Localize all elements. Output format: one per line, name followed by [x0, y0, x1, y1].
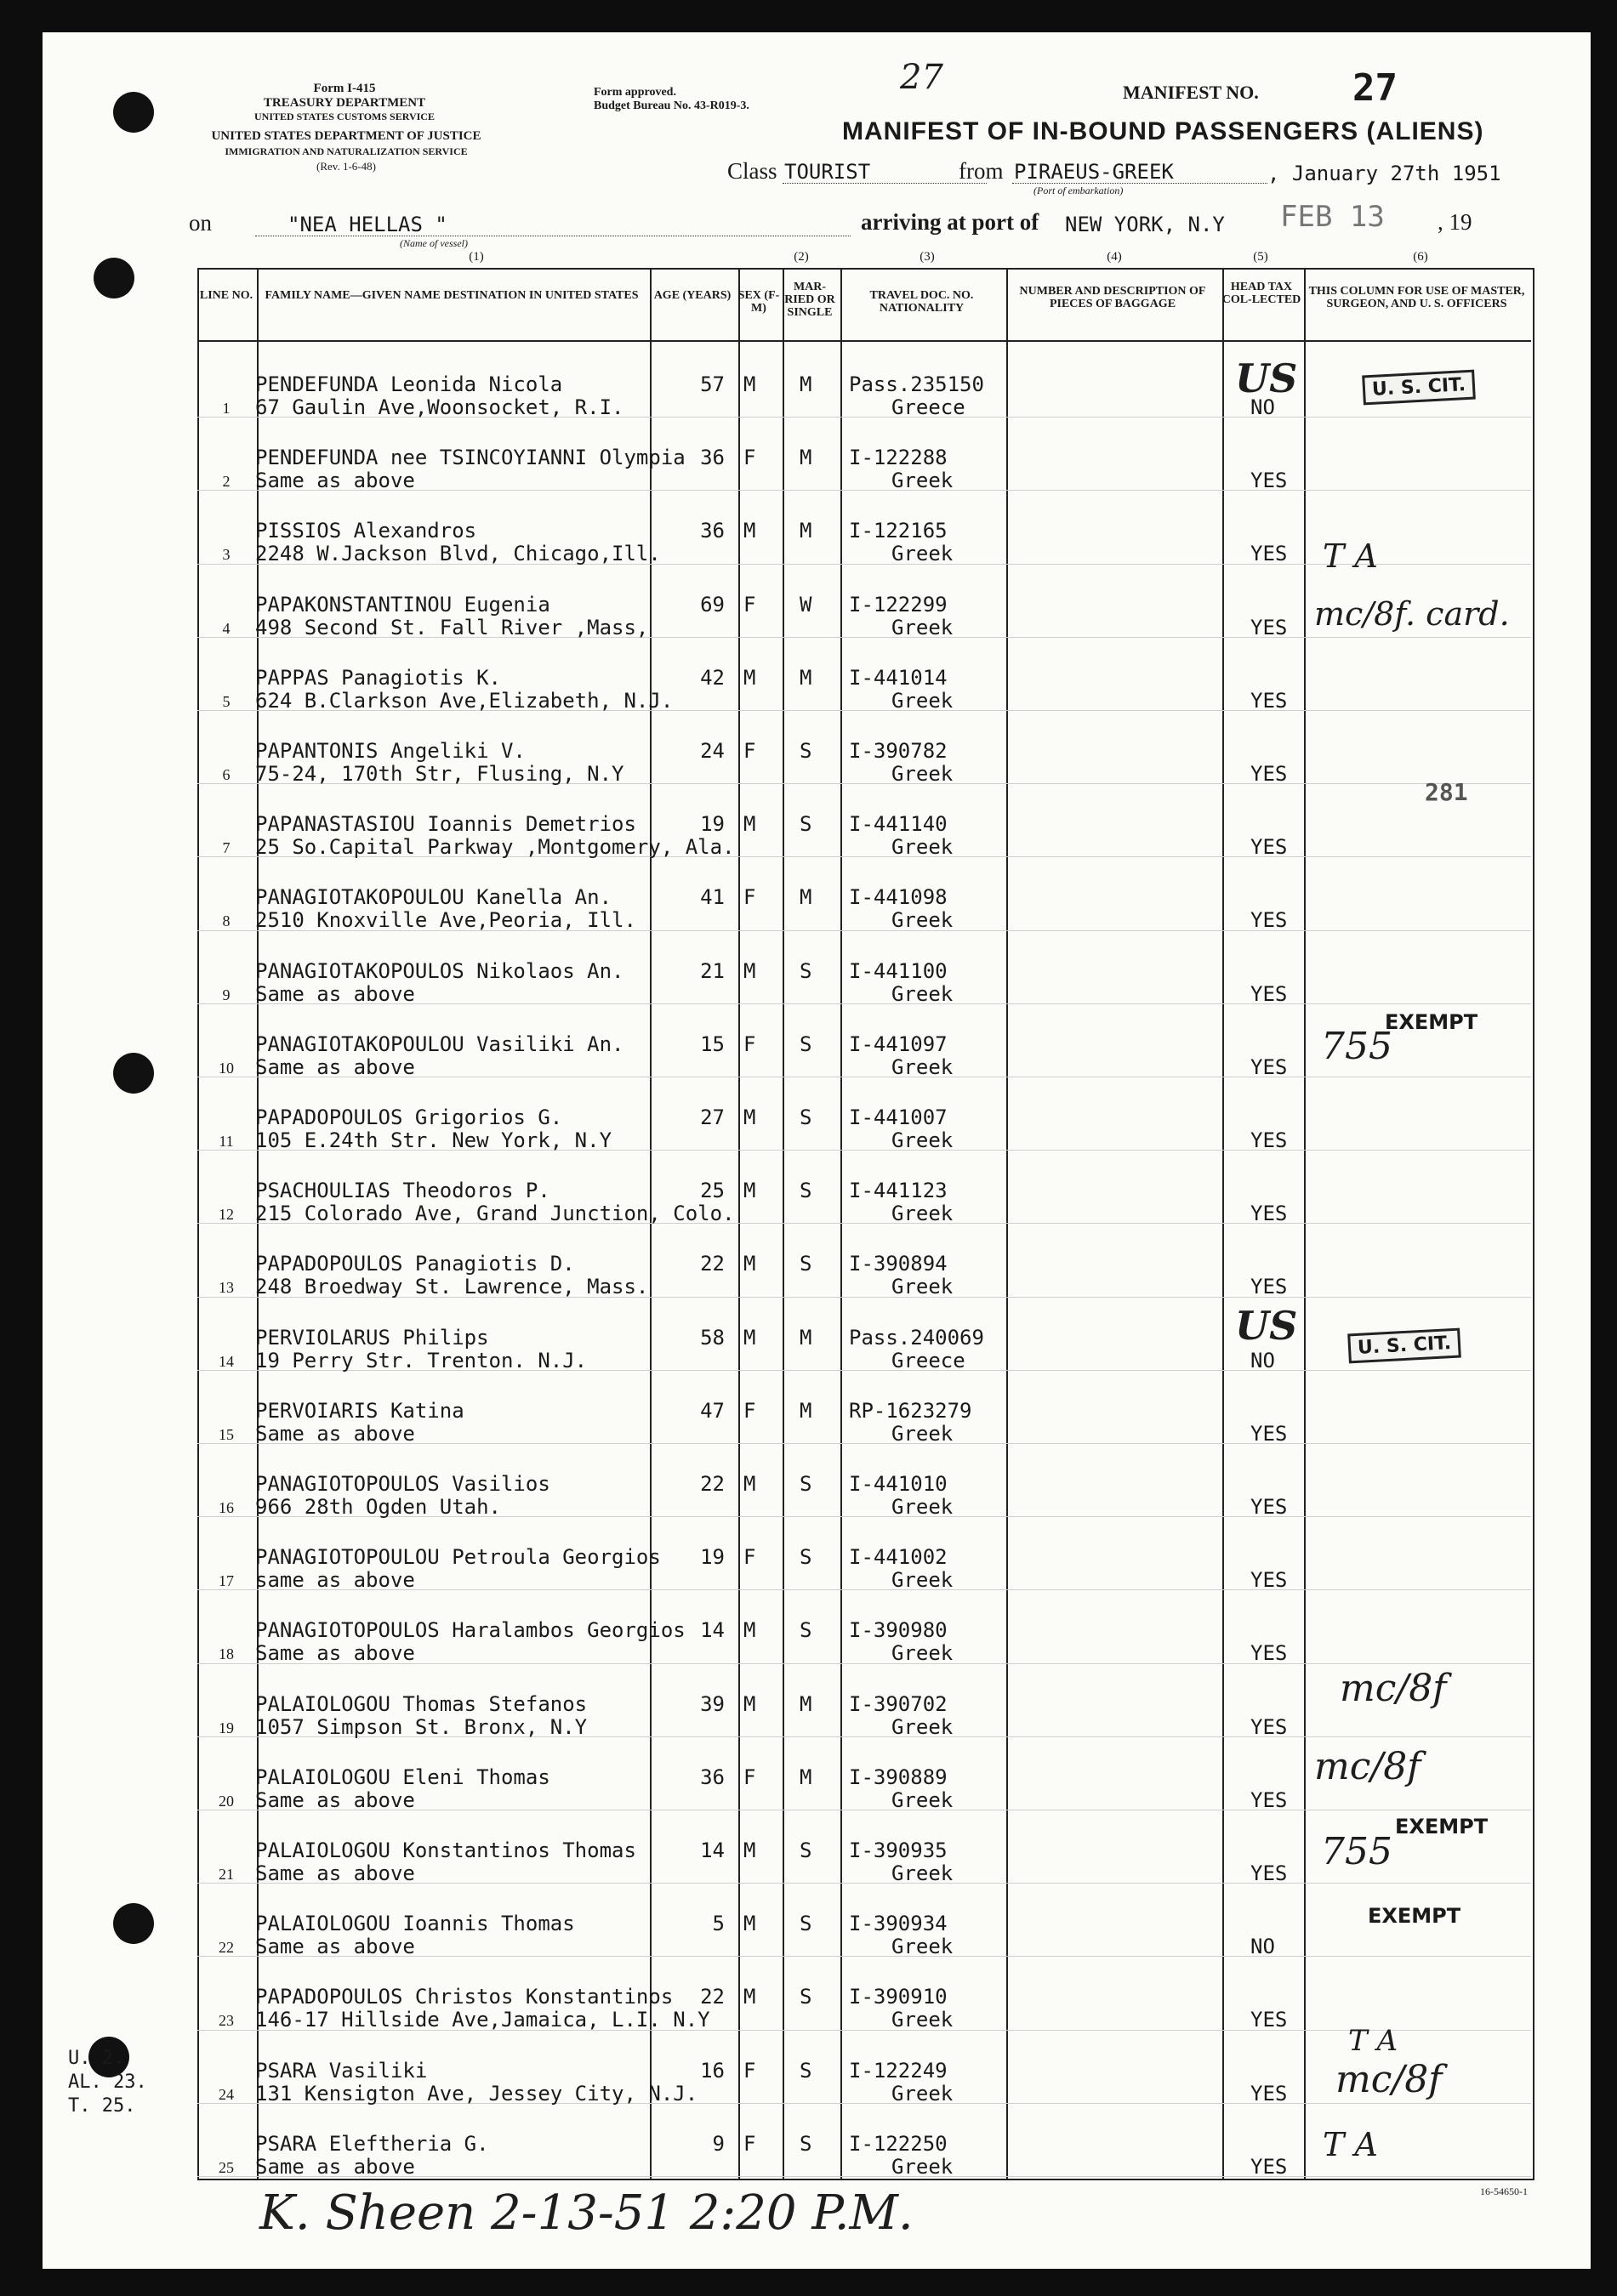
passenger-name: PAPPAS Panagiotis K.: [255, 665, 501, 690]
handwritten-ta: T A: [1348, 2024, 1398, 2058]
line-number: 12: [219, 1206, 234, 1224]
passenger-age: 19: [700, 812, 725, 837]
line-number: 13: [219, 1279, 234, 1297]
travel-doc-no: Pass.240069: [849, 1325, 984, 1350]
passenger-name: PAPANASTASIOU Ioannis Demetrios: [255, 812, 636, 837]
us-citizen-stamp: U. S. CIT.: [1347, 1328, 1461, 1364]
passenger-name: PSARA Eleftheria G.: [255, 2131, 489, 2156]
head-tax-collected: YES: [1250, 615, 1288, 639]
travel-doc-no: I-122165: [849, 519, 948, 543]
passenger-name: PANAGIOTOPOULOU Petroula Georgios: [255, 1545, 661, 1570]
col-num-5: (5): [1253, 250, 1268, 264]
passenger-destination: 966 28th Ogden Utah.: [255, 1495, 501, 1519]
nationality: Greek: [891, 2081, 954, 2106]
passenger-age: 41: [700, 885, 725, 910]
line-number: 21: [219, 1866, 234, 1883]
line-number: 18: [219, 1645, 234, 1663]
passenger-age: 22: [700, 1472, 725, 1496]
passenger-age: 39: [700, 1691, 725, 1716]
handwritten-27: 27: [900, 58, 943, 97]
nationality: Greek: [891, 1935, 954, 1959]
marital-status: M: [800, 1765, 812, 1789]
passenger-name: PALAIOLOGOU Thomas Stefanos: [255, 1691, 588, 1716]
head-tax-collected: YES: [1250, 688, 1288, 713]
col-head-tax: HEAD TAX COL-LECTED: [1221, 281, 1301, 306]
form-approved: Form approved.: [594, 86, 676, 99]
nationality: Greek: [891, 835, 954, 860]
embark-date: , January 27th 1951: [1267, 162, 1501, 185]
passenger-sex: F: [743, 2058, 756, 2083]
col-age: AGE (YEARS): [653, 289, 732, 302]
line-number: 2: [222, 473, 231, 491]
punch-hole-4: [113, 1903, 154, 1944]
marital-status: M: [800, 665, 812, 690]
line-number: 16: [219, 1499, 234, 1516]
marital-status: M: [800, 1691, 812, 1716]
passenger-sex: M: [743, 519, 756, 543]
passenger-age: 69: [700, 592, 725, 617]
travel-doc-no: I-390980: [849, 1618, 948, 1643]
line-number: 23: [219, 2012, 234, 2030]
travel-doc-no: I-390702: [849, 1691, 948, 1716]
passenger-sex: M: [743, 1985, 756, 2009]
marital-status: S: [800, 1912, 812, 1936]
passenger-name: PALAIOLOGOU Ioannis Thomas: [255, 1912, 575, 1936]
marital-status: M: [800, 1398, 812, 1423]
nationality: Greek: [891, 1641, 954, 1666]
nationality: Greek: [891, 469, 954, 493]
passenger-sex: M: [743, 1105, 756, 1129]
head-tax-collected: YES: [1250, 1495, 1288, 1519]
manifest-title: MANIFEST OF IN-BOUND PASSENGERS (ALIENS): [842, 117, 1484, 145]
passenger-name: PSARA Vasiliki: [255, 2058, 428, 2083]
travel-doc-no: I-441123: [849, 1179, 948, 1203]
passenger-sex: M: [743, 1179, 756, 1203]
passenger-destination: 25 So.Capital Parkway ,Montgomery, Ala.: [255, 835, 735, 860]
passenger-age: 36: [700, 519, 725, 543]
travel-doc-no: I-441007: [849, 1105, 948, 1129]
marital-status: M: [800, 372, 812, 396]
line-number: 4: [222, 619, 231, 637]
passenger-age: 14: [700, 1839, 725, 1862]
nationality: Greek: [891, 1202, 954, 1226]
punch-hole-3: [113, 1053, 154, 1094]
passenger-sex: M: [743, 1912, 756, 1936]
head-tax-collected: YES: [1250, 1128, 1288, 1152]
passenger-sex: M: [743, 1618, 756, 1643]
marital-status: S: [800, 1031, 812, 1056]
passenger-name: PANAGIOTAKOPOULOS Nikolaos An.: [255, 958, 624, 983]
col-officers: THIS COLUMN FOR USE OF MASTER, SURGEON, AND U. S. OFFICERS: [1308, 285, 1525, 310]
marital-status: M: [800, 1325, 812, 1350]
line-number: 24: [219, 2085, 234, 2103]
nationality: Greek: [891, 1128, 954, 1152]
marital-status: S: [800, 812, 812, 837]
dept-immigration: IMMIGRATION AND NATURALIZATION SERVICE: [225, 145, 468, 157]
head-tax-collected: YES: [1250, 835, 1288, 860]
passenger-age: 5: [712, 1912, 725, 1936]
passenger-destination: 146-17 Hillside Ave,Jamaica, L.I. N.Y: [255, 2008, 710, 2032]
marital-status: S: [800, 739, 812, 763]
travel-doc-no: I-390934: [849, 1912, 948, 1936]
nationality: Greek: [891, 542, 954, 566]
line-number: 1: [222, 400, 231, 417]
travel-doc-no: I-390894: [849, 1252, 948, 1276]
passenger-name: PAPANTONIS Angeliki V.: [255, 739, 526, 763]
head-tax-collected: YES: [1250, 1861, 1288, 1885]
head-tax-collected: YES: [1250, 762, 1288, 786]
passenger-destination: Same as above: [255, 1054, 415, 1079]
stamp-281: 281: [1425, 778, 1468, 806]
passenger-name: PERVOIARIS Katina: [255, 1398, 464, 1423]
passenger-sex: M: [743, 1691, 756, 1716]
us-citizen-stamp: U. S. CIT.: [1362, 370, 1476, 406]
col-num-4: (4): [1107, 250, 1122, 264]
marital-status: M: [800, 885, 812, 910]
passenger-name: PALAIOLOGOU Konstantinos Thomas: [255, 1839, 636, 1862]
col-num-6: (6): [1413, 250, 1428, 264]
marital-status: S: [800, 1545, 812, 1570]
line-number: 10: [219, 1059, 234, 1077]
line-number: 20: [219, 1792, 234, 1810]
marital-status: M: [800, 519, 812, 543]
line-number: 7: [222, 839, 231, 857]
nationality: Greek: [891, 1054, 954, 1079]
col-travel-doc: TRAVEL DOC. NO. NATIONALITY: [869, 289, 974, 315]
passenger-destination: Same as above: [255, 981, 415, 1006]
travel-doc-no: I-390935: [849, 1839, 948, 1862]
passenger-destination: Same as above: [255, 469, 415, 493]
travel-doc-no: I-122249: [849, 2058, 948, 2083]
travel-doc-no: I-390910: [849, 1985, 948, 2009]
travel-doc-no: I-441140: [849, 812, 948, 837]
passenger-name: PISSIOS Alexandros: [255, 519, 477, 543]
passenger-sex: M: [743, 372, 756, 396]
exempt-stamp: EXEMPT: [1385, 1010, 1478, 1034]
passenger-destination: 1057 Simpson St. Bronx, N.Y: [255, 1714, 588, 1739]
passenger-sex: M: [743, 812, 756, 837]
passenger-age: 36: [700, 446, 725, 470]
line-number: 6: [222, 766, 231, 783]
passenger-sex: M: [743, 1325, 756, 1350]
passenger-name: PAPAKONSTANTINOU Eugenia: [255, 592, 550, 617]
nationality: Greek: [891, 1714, 954, 1739]
head-tax-collected: YES: [1250, 2008, 1288, 2032]
arriving-label: arriving at port of: [861, 209, 1039, 235]
nationality: Greece: [891, 1348, 965, 1372]
passenger-sex: M: [743, 958, 756, 983]
marital-status: S: [800, 2131, 812, 2156]
passenger-name: PENDEFUNDA nee TSINCOYIANNI Olympia: [255, 446, 686, 470]
passenger-destination: 498 Second St. Fall River ,Mass,: [255, 615, 649, 639]
line-number: 22: [219, 1939, 234, 1957]
travel-doc-no: I-441100: [849, 958, 948, 983]
line-number: 17: [219, 1572, 234, 1590]
head-tax-collected: YES: [1250, 2081, 1288, 2106]
line-number: 25: [219, 2158, 234, 2176]
marital-status: S: [800, 1179, 812, 1203]
marital-status: M: [800, 446, 812, 470]
line-number: 3: [222, 546, 231, 564]
passenger-sex: M: [743, 665, 756, 690]
col-num-3: (3): [920, 250, 935, 264]
passenger-destination: Same as above: [255, 1421, 415, 1446]
marital-status: S: [800, 1472, 812, 1496]
form-revision: (Rev. 1-6-48): [316, 160, 376, 173]
col-name-destination: FAMILY NAME—GIVEN NAME DESTINATION IN UNITED STATES: [265, 289, 639, 302]
passenger-name: PANAGIOTAKOPOULOU Vasiliki An.: [255, 1031, 624, 1056]
marital-status: S: [800, 1105, 812, 1129]
handwritten-755: 755: [1321, 1025, 1392, 1068]
passenger-destination: Same as above: [255, 2154, 415, 2179]
passenger-sex: F: [743, 1031, 756, 1056]
nationality: Greek: [891, 688, 954, 713]
dept-justice: UNITED STATES DEPARTMENT OF JUSTICE: [211, 129, 481, 143]
arrival-port: NEW YORK, N.Y: [1065, 213, 1225, 236]
from-label: from: [959, 158, 1004, 184]
line-number: 8: [222, 912, 231, 930]
passenger-age: 16: [700, 2058, 725, 2083]
passenger-destination: 105 E.24th Str. New York, N.Y: [255, 1128, 612, 1152]
handwritten-card-note: mc/8f. card.: [1314, 595, 1510, 633]
passenger-sex: F: [743, 592, 756, 617]
passenger-age: 47: [700, 1398, 725, 1423]
passenger-destination: Same as above: [255, 1787, 415, 1812]
nationality: Greek: [891, 1421, 954, 1446]
from-value: PIRAEUS-GREEK: [1014, 160, 1174, 184]
inspector-signature: K. Sheen 2-13-51 2:20 P.M.: [259, 2185, 914, 2241]
passenger-age: 22: [700, 1985, 725, 2009]
handwritten-ta: T A: [1323, 537, 1378, 575]
passenger-name: PAPADOPOULOS Panagiotis D.: [255, 1252, 575, 1276]
punch-hole-2: [94, 258, 134, 298]
vessel-name: "NEA HELLAS ": [288, 213, 447, 236]
vessel-note: (Name of vessel): [400, 237, 468, 249]
margin-total-al: AL. 23.: [68, 2072, 147, 2093]
nationality: Greek: [891, 2154, 954, 2179]
head-tax-collected: YES: [1250, 542, 1288, 566]
form-number: Form I-415: [313, 82, 376, 95]
head-tax-collected: NO: [1250, 395, 1275, 419]
class-label: Class: [727, 158, 777, 184]
line-number: 9: [222, 986, 231, 1003]
passenger-name: PANAGIOTOPOULOS Haralambos Georgios: [255, 1618, 686, 1643]
passenger-age: 57: [700, 372, 725, 396]
passenger-age: 21: [700, 958, 725, 983]
nationality: Greek: [891, 1568, 954, 1593]
travel-doc-no: I-122299: [849, 592, 948, 617]
port-embarkation-note: (Port of embarkation): [1033, 185, 1124, 196]
passenger-destination: 19 Perry Str. Trenton. N.J.: [255, 1348, 588, 1372]
handwritten-us: US: [1235, 355, 1298, 401]
passenger-age: 15: [700, 1031, 725, 1056]
passenger-age: 58: [700, 1325, 725, 1350]
head-tax-collected: YES: [1250, 1202, 1288, 1226]
nationality: Greek: [891, 981, 954, 1006]
margin-total-t: T. 25.: [68, 2095, 136, 2117]
passenger-name: PERVIOLARUS Philips: [255, 1325, 489, 1350]
passenger-destination: 215 Colorado Ave, Grand Junction, Colo.: [255, 1202, 735, 1226]
nationality: Greek: [891, 1275, 954, 1299]
manifest-no-label: MANIFEST NO.: [1123, 82, 1259, 103]
passenger-destination: Same as above: [255, 1641, 415, 1666]
passenger-age: 24: [700, 739, 725, 763]
handwritten-mc: mc/8f: [1314, 1745, 1421, 1788]
line-number: 15: [219, 1425, 234, 1443]
handwritten-mc: mc/8f: [1335, 2058, 1443, 2101]
line-number: 14: [219, 1352, 234, 1370]
passenger-age: 19: [700, 1545, 725, 1570]
col-num-1: (1): [469, 250, 484, 264]
line-number: 19: [219, 1719, 234, 1736]
nationality: Greek: [891, 1787, 954, 1812]
travel-doc-no: I-441014: [849, 665, 948, 690]
passenger-name: PENDEFUNDA Leonida Nicola: [255, 372, 563, 396]
form-print-code: 16-54650-1: [1480, 2185, 1528, 2197]
handwritten-755: 755: [1321, 1830, 1392, 1873]
passenger-sex: F: [743, 739, 756, 763]
passenger-sex: F: [743, 1765, 756, 1789]
nationality: Greek: [891, 1495, 954, 1519]
head-tax-collected: YES: [1250, 1787, 1288, 1812]
handwritten-mc: mc/8f: [1340, 1667, 1447, 1710]
passenger-age: 14: [700, 1618, 725, 1643]
nationality: Greek: [891, 2008, 954, 2032]
travel-doc-no: I-441097: [849, 1031, 948, 1056]
head-tax-collected: YES: [1250, 1054, 1288, 1079]
nationality: Greece: [891, 395, 965, 419]
travel-doc-no: I-390889: [849, 1765, 948, 1789]
head-tax-collected: YES: [1250, 1275, 1288, 1299]
exempt-stamp: EXEMPT: [1368, 1904, 1461, 1928]
marital-status: S: [800, 958, 812, 983]
travel-doc-no: I-441010: [849, 1472, 948, 1496]
passenger-sex: F: [743, 1398, 756, 1423]
marital-status: S: [800, 1252, 812, 1276]
passenger-destination: 67 Gaulin Ave,Woonsocket, R.I.: [255, 395, 624, 419]
passenger-name: PANAGIOTOPOULOS Vasilios: [255, 1472, 550, 1496]
passenger-sex: F: [743, 446, 756, 470]
col-num-2: (2): [794, 250, 809, 264]
marital-status: W: [800, 592, 812, 617]
on-label: on: [189, 210, 212, 236]
handwritten-us: US: [1235, 1303, 1298, 1349]
passenger-destination: Same as above: [255, 1861, 415, 1885]
head-tax-collected: YES: [1250, 1568, 1288, 1593]
passenger-destination: 2248 W.Jackson Blvd, Chicago,Ill.: [255, 542, 661, 566]
head-tax-collected: YES: [1250, 2154, 1288, 2179]
col-line-no: LINE NO.: [199, 289, 253, 302]
margin-total-u: U. 2.: [68, 2048, 125, 2069]
travel-doc-no: Pass.235150: [849, 372, 984, 396]
passenger-name: PAPADOPOULOS Christos Konstantinos: [255, 1985, 674, 2009]
passenger-sex: M: [743, 1472, 756, 1496]
travel-doc-no: I-122250: [849, 2131, 948, 2156]
travel-doc-no: RP-1623279: [849, 1398, 972, 1423]
marital-status: S: [800, 2058, 812, 2083]
line-number: 5: [222, 692, 231, 710]
passenger-name: PSACHOULIAS Theodoros P.: [255, 1179, 550, 1203]
line-number: 11: [219, 1133, 234, 1150]
head-tax-collected: YES: [1250, 1641, 1288, 1666]
passenger-age: 9: [712, 2131, 725, 2156]
handwritten-ta: T A: [1323, 2126, 1378, 2163]
passenger-destination: 248 Broedway St. Lawrence, Mass.: [255, 1275, 649, 1299]
punch-hole-1: [113, 92, 154, 133]
travel-doc-no: I-441002: [849, 1545, 948, 1570]
passenger-age: 27: [700, 1105, 725, 1129]
passenger-age: 42: [700, 665, 725, 690]
travel-doc-no: I-390782: [849, 739, 948, 763]
dept-customs: UNITED STATES CUSTOMS SERVICE: [254, 111, 435, 122]
col-sex: SEX (F-M): [737, 289, 780, 315]
passenger-destination: Same as above: [255, 1935, 415, 1959]
marital-status: S: [800, 1618, 812, 1643]
arrival-date-stamp: FEB 13: [1280, 200, 1385, 234]
nationality: Greek: [891, 1861, 954, 1885]
passenger-name: PAPADOPOULOS Grigorios G.: [255, 1105, 563, 1129]
passenger-sex: M: [743, 1252, 756, 1276]
head-tax-collected: YES: [1250, 469, 1288, 493]
exempt-stamp: EXEMPT: [1395, 1815, 1489, 1839]
head-tax-collected: NO: [1250, 1935, 1275, 1959]
dept-treasury: TREASURY DEPARTMENT: [263, 96, 426, 110]
year-label: , 19: [1438, 209, 1472, 235]
passenger-destination: 75-24, 170th Str, Flusing, N.Y: [255, 762, 624, 786]
head-tax-collected: YES: [1250, 908, 1288, 933]
passenger-destination: 131 Kensigton Ave, Jessey City, N.J.: [255, 2081, 698, 2106]
head-tax-collected: YES: [1250, 981, 1288, 1006]
passenger-sex: F: [743, 1545, 756, 1570]
col-baggage: NUMBER AND DESCRIPTION OF PIECES OF BAGGAGE: [1019, 285, 1206, 310]
budget-bureau: Budget Bureau No. 43-R019-3.: [594, 99, 749, 112]
passenger-name: PALAIOLOGOU Eleni Thomas: [255, 1765, 550, 1789]
passenger-age: 25: [700, 1179, 725, 1203]
passenger-destination: 2510 Knoxville Ave,Peoria, Ill.: [255, 908, 636, 933]
col-married: MAR-RIED OR SINGLE: [784, 281, 835, 319]
passenger-age: 22: [700, 1252, 725, 1276]
head-tax-collected: YES: [1250, 1714, 1288, 1739]
marital-status: S: [800, 1985, 812, 2009]
head-tax-collected: YES: [1250, 1421, 1288, 1446]
passenger-sex: M: [743, 1839, 756, 1862]
travel-doc-no: I-122288: [849, 446, 948, 470]
passenger-sex: F: [743, 2131, 756, 2156]
nationality: Greek: [891, 762, 954, 786]
nationality: Greek: [891, 908, 954, 933]
travel-doc-no: I-441098: [849, 885, 948, 910]
passenger-age: 36: [700, 1765, 725, 1789]
passenger-destination: same as above: [255, 1568, 415, 1593]
head-tax-collected: NO: [1250, 1348, 1275, 1372]
nationality: Greek: [891, 615, 954, 639]
passenger-sex: F: [743, 885, 756, 910]
manifest-number: 27: [1352, 66, 1398, 110]
passenger-name: PANAGIOTAKOPOULOU Kanella An.: [255, 885, 612, 910]
passenger-destination: 624 B.Clarkson Ave,Elizabeth, N.J.: [255, 688, 674, 713]
marital-status: S: [800, 1839, 812, 1862]
class-value: TOURIST: [784, 160, 871, 184]
